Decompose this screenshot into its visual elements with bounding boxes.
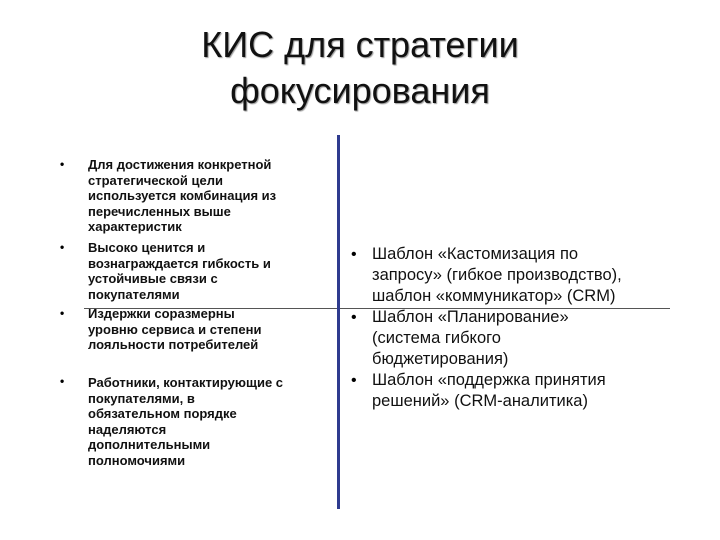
vertical-divider bbox=[337, 135, 340, 509]
bullet-icon: • bbox=[351, 246, 357, 263]
bullet-icon: • bbox=[351, 309, 357, 326]
text-line: Высоко ценится и bbox=[88, 240, 206, 255]
left-list-item-4 bbox=[88, 375, 334, 468]
text-line: стратегической цели bbox=[88, 172, 223, 188]
text-line: Работники, контактирующие с bbox=[88, 375, 284, 390]
left-list-item-2 bbox=[88, 240, 334, 302]
text-line: покупателями bbox=[88, 286, 180, 302]
slide-title-line-1: КИС для стратегии bbox=[201, 24, 519, 65]
right-list-item-3 bbox=[372, 370, 692, 412]
right-list-item-2 bbox=[372, 307, 692, 370]
text-line: бюджетирования) bbox=[372, 350, 509, 368]
text-line: полномочиями bbox=[88, 452, 186, 468]
text-line: покупателями, в bbox=[88, 390, 195, 406]
slide-title-line-2: фокусирования bbox=[230, 70, 490, 111]
text-line: (система гибкого bbox=[372, 329, 501, 347]
left-list-item-1 bbox=[88, 157, 334, 235]
text-line: запросу» (гибкое производство), bbox=[372, 266, 622, 284]
text-line: наделяются bbox=[88, 421, 167, 437]
text-line: Издержки соразмерны bbox=[88, 306, 235, 321]
text-line: шаблон «коммуникатор» (CRM) bbox=[372, 287, 616, 305]
slide-title bbox=[0, 22, 720, 114]
left-list-item-3 bbox=[88, 306, 334, 353]
text-line: Для достижения конкретной bbox=[88, 157, 272, 172]
text-line: решений» (CRM-аналитика) bbox=[372, 392, 588, 410]
bullet-icon: • bbox=[60, 240, 65, 254]
text-line: используется комбинация из bbox=[88, 188, 277, 203]
text-line: обязательном порядке bbox=[88, 406, 237, 421]
text-line: устойчивые связи с bbox=[88, 271, 218, 286]
text-line: характеристик bbox=[88, 219, 182, 234]
text-line: перечисленных выше bbox=[88, 203, 231, 219]
text-line: вознаграждается гибкость и bbox=[88, 255, 271, 271]
text-line: уровню сервиса и степени bbox=[88, 321, 262, 337]
bullet-icon: • bbox=[351, 372, 357, 389]
text-line: Шаблон «Кастомизация по bbox=[372, 245, 579, 263]
text-line: дополнительными bbox=[88, 437, 211, 452]
bullet-icon: • bbox=[60, 306, 65, 320]
text-line: лояльности потребителей bbox=[88, 337, 259, 352]
right-list-item-1 bbox=[372, 244, 692, 307]
bullet-icon: • bbox=[60, 374, 65, 388]
text-line: Шаблон «поддержка принятия bbox=[372, 371, 606, 389]
text-line: Шаблон «Планирование» bbox=[372, 308, 569, 326]
bullet-icon: • bbox=[60, 157, 65, 171]
